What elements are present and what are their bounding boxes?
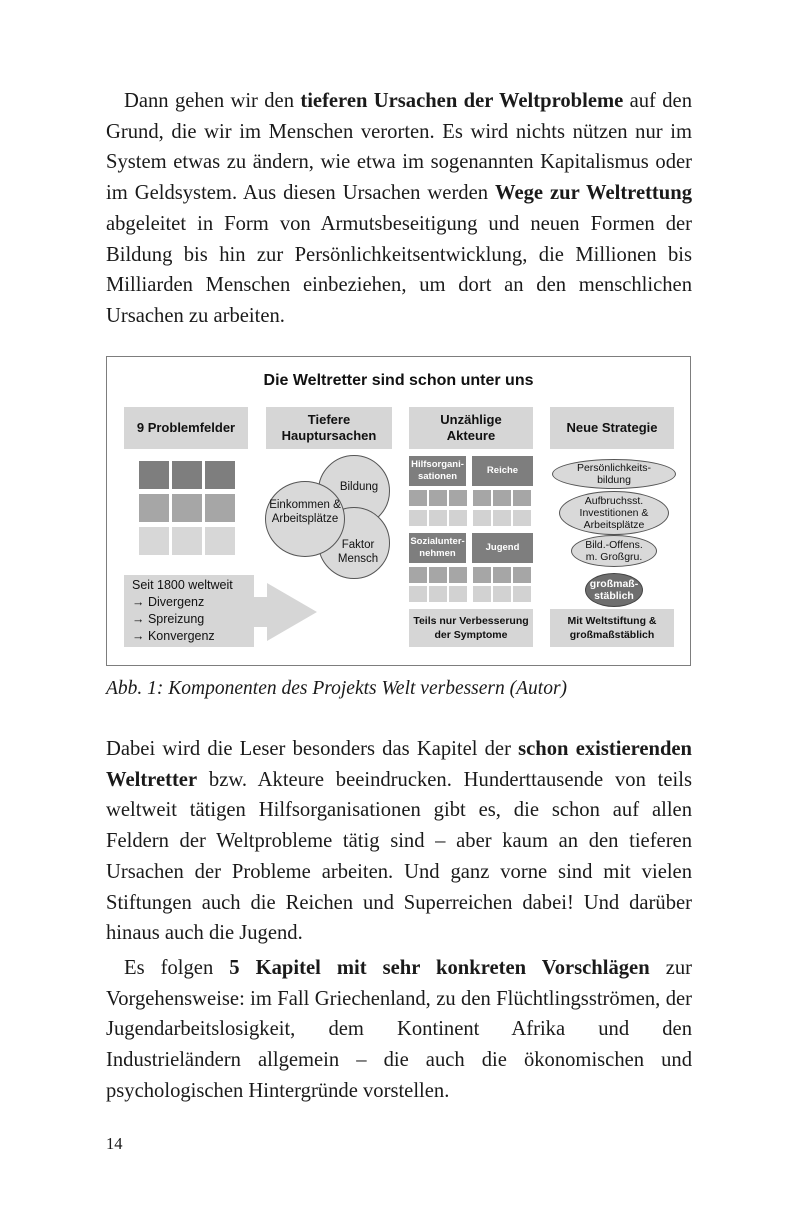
text-run: Es folgen — [124, 957, 230, 979]
header-line: Unzählige — [440, 412, 502, 427]
actor-cell — [409, 586, 427, 602]
actor-cell — [513, 510, 531, 526]
actor-hilfsorganisationen — [409, 456, 466, 486]
text-run: bzw. Akteure beeindrucken. Hunderttausende von teils weltweit tätigen Hilfsorganisationen gibt es, die schon auf allen Feldern der Weltprobleme tätig sind – aber kaum an den tieferen Ursachen der Probleme arbeiten. Und ganz vorne sind mit vielen Stiftungen auch die Reichen und Superreichen dabei! Und darüber hinaus auch die Jugend. — [106, 768, 692, 945]
circle-label: Arbeitsplätze — [271, 513, 339, 525]
paragraph-weltretter — [106, 734, 692, 949]
text-run: Dann gehen wir den — [124, 90, 301, 112]
problem-square — [172, 461, 202, 489]
trend-item: → Divergenz — [132, 595, 205, 609]
actor-cell — [449, 490, 467, 506]
actor-cell — [473, 586, 491, 602]
actor-cell — [449, 586, 467, 602]
actor-cell — [409, 510, 427, 526]
circle-label: Mensch — [337, 553, 379, 565]
header-line: Hauptursachen — [281, 428, 377, 443]
actor-cell — [493, 567, 511, 583]
actor-cell — [473, 567, 491, 583]
header-problemfelder — [124, 407, 248, 449]
figure-caption: Abb. 1: Komponenten des Projekts Welt verbessern (Autor) — [106, 678, 568, 699]
footer-weltstiftung — [550, 609, 674, 647]
strategy-label: Arbeitsplätze — [583, 519, 645, 531]
footer-line: großmaßstäblich — [569, 629, 655, 641]
strategy-label: bildung — [597, 474, 631, 486]
actor-cell — [409, 567, 427, 583]
text-run: Dabei wird die Leser besonders das Kapitel der — [106, 738, 519, 760]
paragraph-intro — [106, 86, 692, 332]
bold-phrase: schon existierenden Weltretter — [106, 738, 693, 791]
circle-label: Bildung — [339, 481, 379, 493]
figure-title: Die Weltretter sind schon unter uns — [263, 372, 534, 389]
footer-line: Mit Weltstiftung & — [567, 615, 657, 627]
actor-cell — [513, 567, 531, 583]
actor-label: Sozialunter- — [410, 536, 465, 547]
actor-cell — [429, 586, 447, 602]
problem-square — [139, 494, 169, 522]
paragraph-kapitel — [106, 953, 692, 1107]
problem-square — [205, 461, 235, 489]
actor-label: Reiche — [486, 465, 519, 476]
actor-label: sationen — [417, 471, 458, 482]
actor-cell — [493, 490, 511, 506]
strategy-bildungsoffensive — [571, 535, 657, 567]
header-akteure — [409, 407, 533, 449]
actor-label: Jugend — [485, 542, 520, 553]
actor-cell — [429, 490, 447, 506]
problem-square — [139, 461, 169, 489]
bold-phrase: tieferen Ursachen der Weltprobleme — [300, 90, 624, 112]
header-label: Neue Strategie — [566, 420, 658, 435]
problem-square — [139, 527, 169, 555]
strategy-label: m. Großgru. — [585, 551, 643, 563]
strategy-label: Bild.-Offens. — [585, 539, 643, 551]
actor-cell — [473, 510, 491, 526]
circle-label: Faktor — [341, 539, 375, 551]
actor-cell — [513, 586, 531, 602]
trend-item: → Konvergenz — [132, 629, 215, 643]
footer-line: der Symptome — [434, 629, 508, 641]
actor-jugend — [472, 533, 533, 563]
actor-cell — [409, 490, 427, 506]
trend-box — [124, 575, 254, 647]
figure-diagram — [106, 356, 691, 666]
actor-cell — [493, 510, 511, 526]
text-run: auf den Grund, die wir im Menschen verorten. Es wird nichts nützen nur im System etwas zu ändern, wie etwa im sogenannten Kapitalismus oder im Geldsystem. Aus diesen Ursachen werden — [106, 90, 692, 205]
actor-label: nehmen — [419, 548, 456, 559]
actor-reiche — [472, 456, 533, 486]
header-line: Tiefere — [307, 412, 351, 427]
page-number: 14 — [106, 1134, 123, 1153]
footer-line: Teils nur Verbesserung — [413, 615, 529, 627]
actor-cell — [513, 490, 531, 506]
strategy-label: Aufbruchsst. — [584, 495, 644, 507]
strategy-label: Investitionen & — [579, 507, 649, 519]
strategy-aufbruchsstimmung — [559, 491, 669, 535]
bold-phrase: 5 Kapitel mit sehr konkreten Vorschlägen — [229, 957, 650, 979]
text-run: zur Vorgehensweise: im Fall Griechenland, zu den Flüchtlingsströmen, der Jugendarbeitslosigkeit, dem Kontinent Afrika und den Industrieländern allgemein – die auch die ökonomischen und psychologischen Hintergründe vorstellen. — [106, 957, 692, 1102]
strategy-grossmassstaeblich — [585, 573, 643, 607]
actor-cell — [473, 490, 491, 506]
trend-title: Seit 1800 weltweit — [132, 578, 233, 592]
problem-square — [205, 527, 235, 555]
footer-symptome — [409, 609, 533, 647]
actor-cell — [429, 510, 447, 526]
header-label: 9 Problemfelder — [136, 420, 236, 435]
strategy-label: Persönlichkeits- — [576, 462, 652, 474]
header-line: Akteure — [446, 428, 496, 443]
strategy-persoenlichkeitsbildung — [552, 459, 676, 489]
strategy-label: großmaß- — [589, 578, 639, 590]
trend-item: → Spreizung — [132, 612, 205, 626]
actor-sozialunternehmen — [409, 533, 466, 563]
problem-square — [172, 527, 202, 555]
problem-square — [172, 494, 202, 522]
actor-cell — [429, 567, 447, 583]
actor-cell — [449, 510, 467, 526]
header-strategie — [550, 407, 674, 449]
actor-cell — [493, 586, 511, 602]
bold-phrase: Wege zur Weltrettung — [495, 182, 692, 205]
circle-label: Einkommen & — [269, 499, 341, 511]
problem-square — [205, 494, 235, 522]
actor-cell — [449, 567, 467, 583]
actor-label: Hilfsorgani- — [411, 459, 464, 470]
circle-einkommen — [265, 481, 345, 557]
header-hauptursachen — [266, 407, 392, 449]
strategy-label: stäblich — [594, 590, 634, 602]
text-run: abgeleitet in Form von Armutsbeseitigung und neuen Formen der Bildung bis hin zur Persönlichkeitsentwicklung, die Millionen bis Milliarden Menschen einbeziehen, um dort an den menschlichen Ursachen zu arbeiten. — [106, 212, 692, 327]
